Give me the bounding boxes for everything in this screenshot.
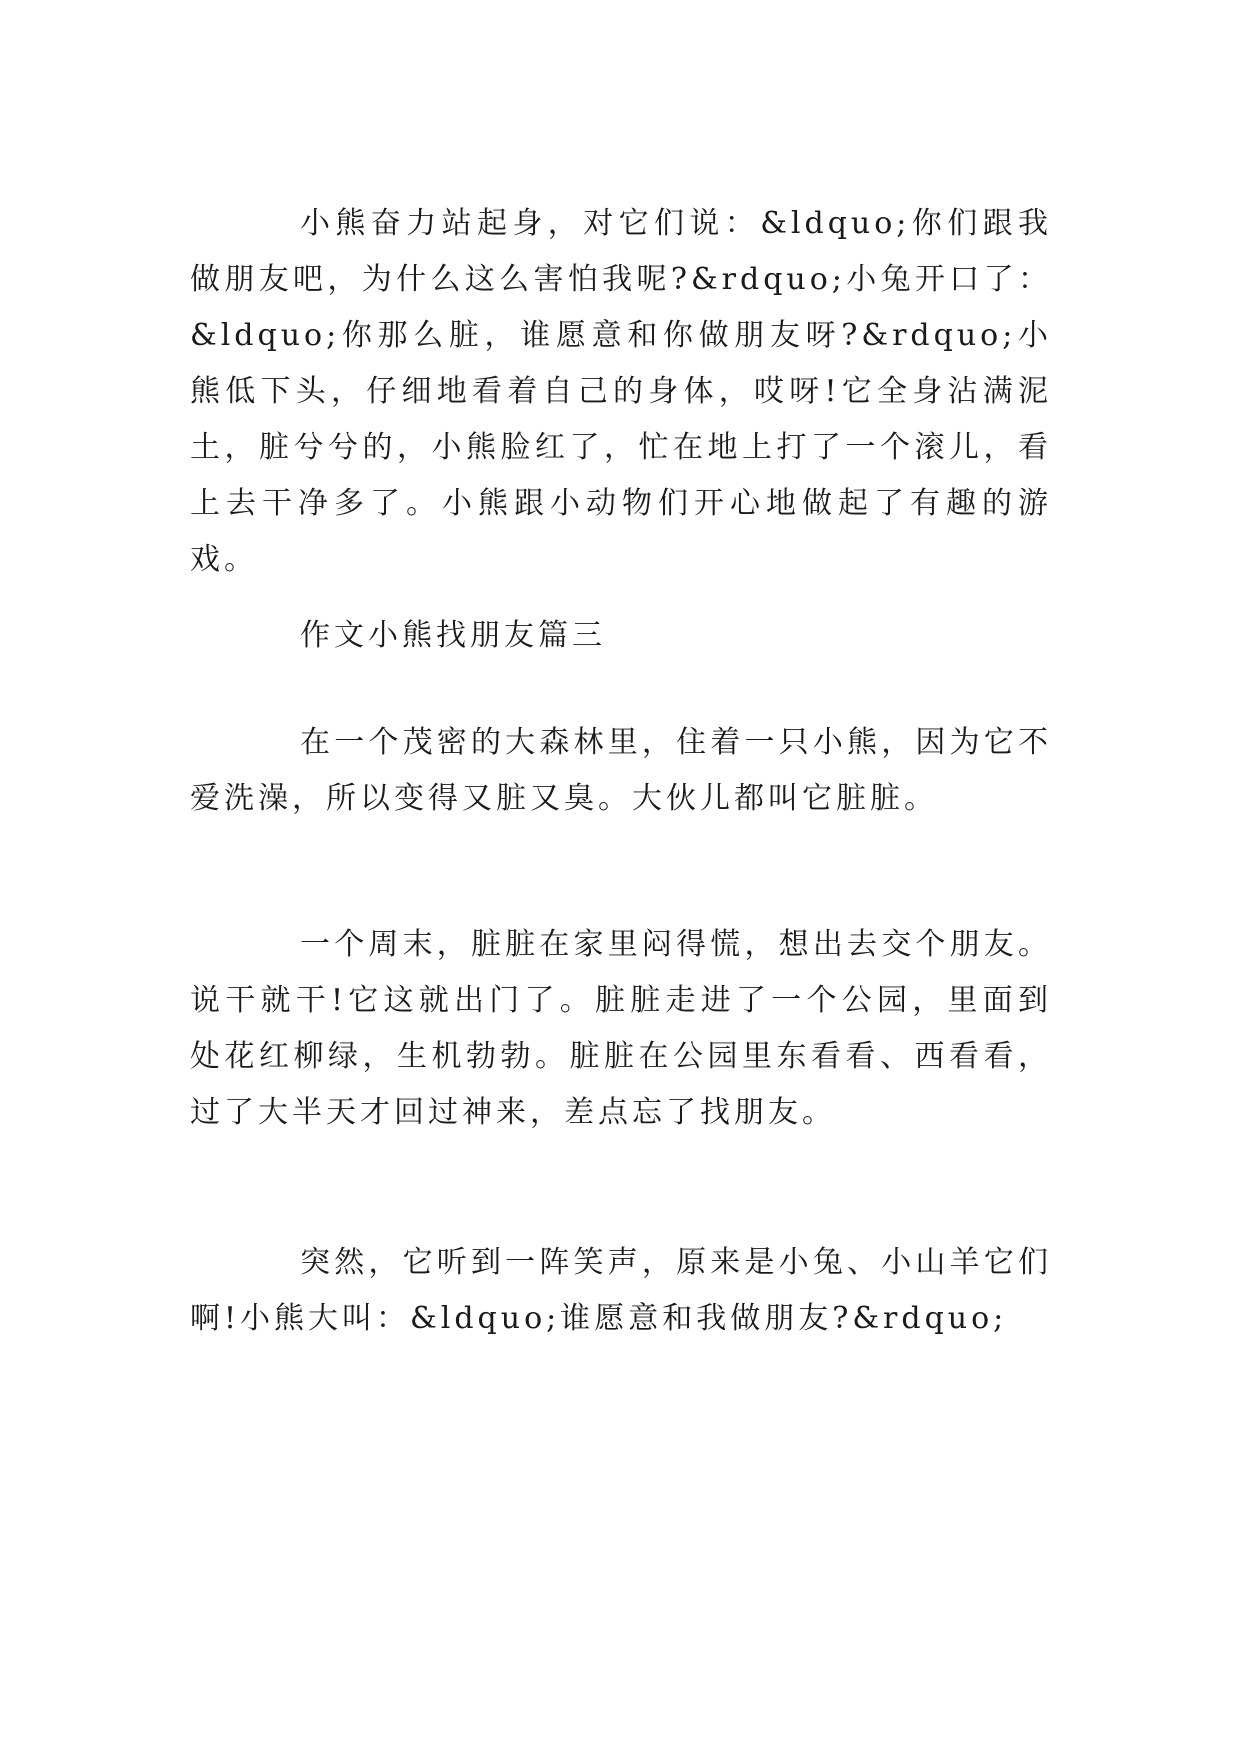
paragraph-2: 在一个茂密的大森林里，住着一只小熊，因为它不爱洗澡，所以变得又脏又臭。大伙儿都叫它脏脏。 bbox=[190, 725, 1052, 816]
section-heading: 作文小熊找朋友篇三 bbox=[300, 618, 606, 653]
paragraph-3: 一个周末，脏脏在家里闷得慌，想出去交个朋友。说干就干!它这就出门了。脏脏走进了一个公园，里面到处花红柳绿，生机勃勃。脏脏在公园里东看看、西看看，过了大半天才回过神来，差点忘了找朋友。 bbox=[190, 927, 1052, 1130]
document-page bbox=[190, 0, 1052, 1754]
paragraph-4: 突然，它听到一阵笑声，原来是小兔、小山羊它们啊!小熊大叫：&ldquo;谁愿意和我做朋友?&rdquo; bbox=[190, 1245, 1052, 1336]
paragraph-1: 小熊奋力站起身，对它们说：&ldquo;你们跟我做朋友吧，为什么这么害怕我呢?&rdquo;小兔开口了：&ldquo;你那么脏，谁愿意和你做朋友呀?&rdquo;小熊低下头，仔细地看着自己的身体，哎呀!它全身沾满泥土，脏兮兮的，小熊脸红了，忙在地上打了一个滚儿，看上去干净多了。小熊跟小动物们开心地做起了有趣的游戏。 bbox=[190, 206, 1052, 577]
